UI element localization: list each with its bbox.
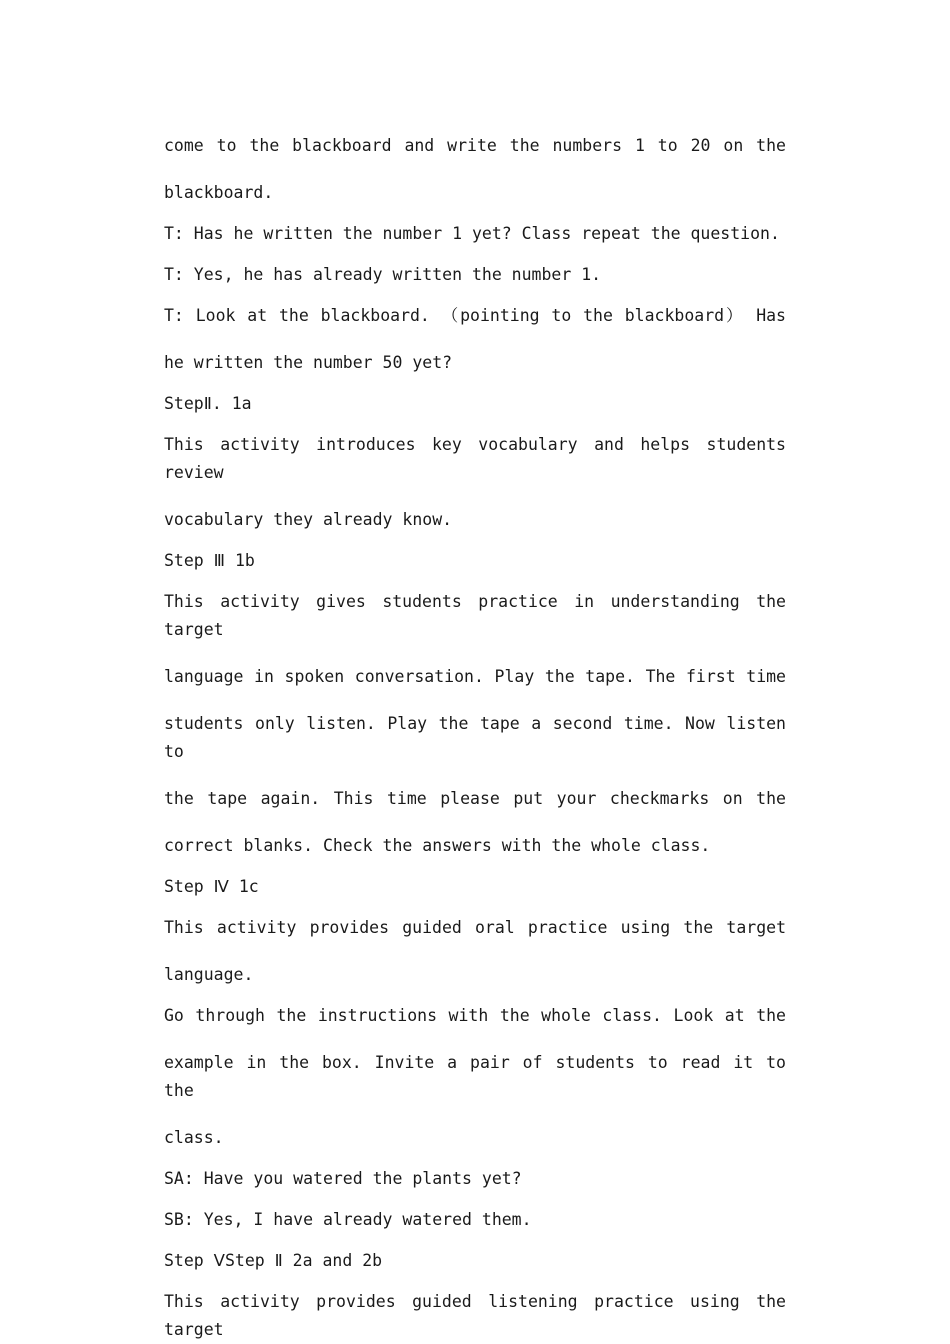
paragraph-line: language in spoken conversation. Play the tape. The first time	[164, 667, 786, 686]
paragraph-line: This activity provides guided listening practice using the target	[164, 1292, 786, 1339]
dialogue-line: SA: Have you watered the plants yet?	[164, 1169, 522, 1188]
document-body	[164, 132, 786, 1344]
paragraph-line: blackboard.	[164, 183, 274, 202]
paragraph-line: class.	[164, 1128, 224, 1147]
paragraph-line: This activity gives students practice in understanding the target	[164, 592, 786, 639]
dialogue-line: T: Look at the blackboard. （pointing to the blackboard） Has	[164, 306, 786, 325]
dialogue-line: T: Has he written the number 1 yet? Class repeat the question.	[164, 224, 780, 243]
step-heading: Step ⅤStep Ⅱ 2a and 2b	[164, 1251, 383, 1270]
step-heading: Step Ⅲ 1b	[164, 551, 255, 570]
paragraph-line: come to the blackboard and write the numbers 1 to 20 on the	[164, 136, 786, 155]
paragraph-line: students only listen. Play the tape a second time. Now listen to	[164, 714, 786, 761]
paragraph-line: This activity introduces key vocabulary and helps students review	[164, 435, 786, 482]
paragraph-line: Go through the instructions with the whole class. Look at the	[164, 1006, 786, 1025]
step-heading: StepⅡ. 1a	[164, 394, 252, 413]
paragraph-line: example in the box. Invite a pair of students to read it to the	[164, 1053, 786, 1100]
paragraph-line: vocabulary they already know.	[164, 510, 453, 529]
paragraph-line: language.	[164, 965, 254, 984]
paragraph-line: the tape again. This time please put your checkmarks on the	[164, 789, 786, 808]
dialogue-line: T: Yes, he has already written the number 1.	[164, 265, 602, 284]
step-heading: Step Ⅳ 1c	[164, 877, 259, 896]
dialogue-line: SB: Yes, I have already watered them.	[164, 1210, 532, 1229]
paragraph-line: This activity provides guided oral practice using the target	[164, 918, 786, 937]
paragraph-line: correct blanks. Check the answers with the whole class.	[164, 836, 711, 855]
dialogue-line: he written the number 50 yet?	[164, 353, 453, 372]
